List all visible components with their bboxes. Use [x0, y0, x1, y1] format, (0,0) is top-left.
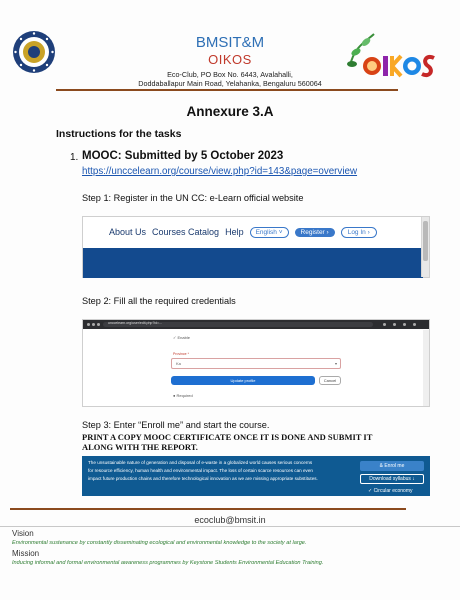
course-link[interactable]: https://unccelearn.org/course/view.php?id=143&page=overview [82, 166, 358, 177]
profile-icon[interactable] [403, 323, 406, 326]
scrollbar[interactable] [421, 217, 429, 277]
credentials-screenshot [82, 319, 430, 407]
footer-divider [0, 526, 460, 527]
download-syllabus-button[interactable]: Download syllabus ↓ [360, 474, 424, 484]
circular-economy-tag: ✓ Circular economy [368, 488, 413, 494]
list-number: 1. [70, 152, 79, 163]
page-title: Annexure 3.A [186, 104, 274, 119]
login-button[interactable]: Log In › [341, 227, 377, 238]
province-value: Ka [176, 361, 181, 366]
language-select[interactable]: English ˅ [250, 227, 289, 238]
forward-icon[interactable] [92, 323, 95, 326]
course-description: The unsustainable nature of generation and disposal of e-waste in a globalized world causes serious concerns for resource efficiency, human health and environmental impact. The loss of certain scarce resources can even impact future production chains and therefore technological innovation as we are missing appropriate substitutes. [88, 460, 318, 481]
enable-checkbox[interactable]: ✓ Enable [173, 335, 190, 340]
scrollbar[interactable] [423, 330, 429, 406]
footer-rule [10, 508, 406, 510]
nav-help[interactable]: Help [225, 227, 244, 237]
item-title: MOOC: Submitted by 5 October 2023 [82, 150, 284, 162]
cancel-button[interactable]: Cancel [319, 376, 341, 385]
update-profile-button[interactable]: Update profile [171, 376, 315, 385]
section-heading: Instructions for the tasks [56, 128, 182, 140]
vision-label: Vision [12, 529, 34, 538]
oikos-logo [344, 26, 440, 82]
register-screenshot [82, 216, 430, 278]
address-bar-url: unccelearn.org/user/edit.php?id=... [108, 321, 162, 325]
chevron-down-icon: ▾ [334, 361, 337, 366]
club-name: OIKOS [208, 52, 252, 67]
step-3-instruction: PRINT A COPY MOOC CERTIFICATE ONCE IT IS DONE AND SUBMIT IT ALONG WITH THE REPORT. [82, 432, 373, 452]
province-select[interactable] [171, 358, 341, 369]
menu-icon[interactable] [413, 323, 416, 326]
scrollbar-thumb[interactable] [423, 221, 428, 261]
mission-text: Inducing informal and formal environmental awareness programmes by Keystone Students Environmental Education Training. [12, 560, 324, 566]
bookmark-icon[interactable] [393, 323, 396, 326]
mission-label: Mission [12, 549, 40, 558]
footer-email: ecoclub@bmsit.in [194, 515, 266, 525]
register-button[interactable]: Register › [295, 228, 335, 237]
address-line-2: Doddaballapur Main Road, Yelahanka, Bengaluru 560064 [138, 79, 322, 88]
nav-courses-catalog[interactable]: Courses Catalog [152, 227, 220, 237]
hero-band [83, 248, 423, 278]
back-icon[interactable] [87, 323, 90, 326]
enroll-screenshot [82, 456, 430, 496]
step-3-text: Step 3: Enter “Enroll me” and start the course. [82, 420, 270, 430]
reload-icon[interactable] [97, 323, 100, 326]
step-2-text: Step 2: Fill all the required credentials [82, 296, 236, 306]
enrol-me-button[interactable]: & Enrol me [360, 461, 424, 471]
required-note: ● Required [173, 393, 193, 398]
address-line-1: Eco-Club, PO Box No. 6443, Avalahalli, [167, 70, 293, 79]
vision-text: Environmental sustenance by constantly disseminating ecological and environmental knowledge to the society at large. [12, 540, 307, 546]
step-1-text: Step 1: Register in the UN CC: e-Learn official website [82, 193, 304, 203]
header-rule [56, 89, 398, 91]
province-label: Province * [173, 352, 189, 356]
nav-about-us[interactable]: About Us [109, 227, 147, 237]
org-name: BMSIT&M [195, 34, 265, 51]
site-nav [83, 217, 423, 247]
browser-toolbar [83, 320, 429, 329]
extension-icon[interactable] [383, 323, 386, 326]
